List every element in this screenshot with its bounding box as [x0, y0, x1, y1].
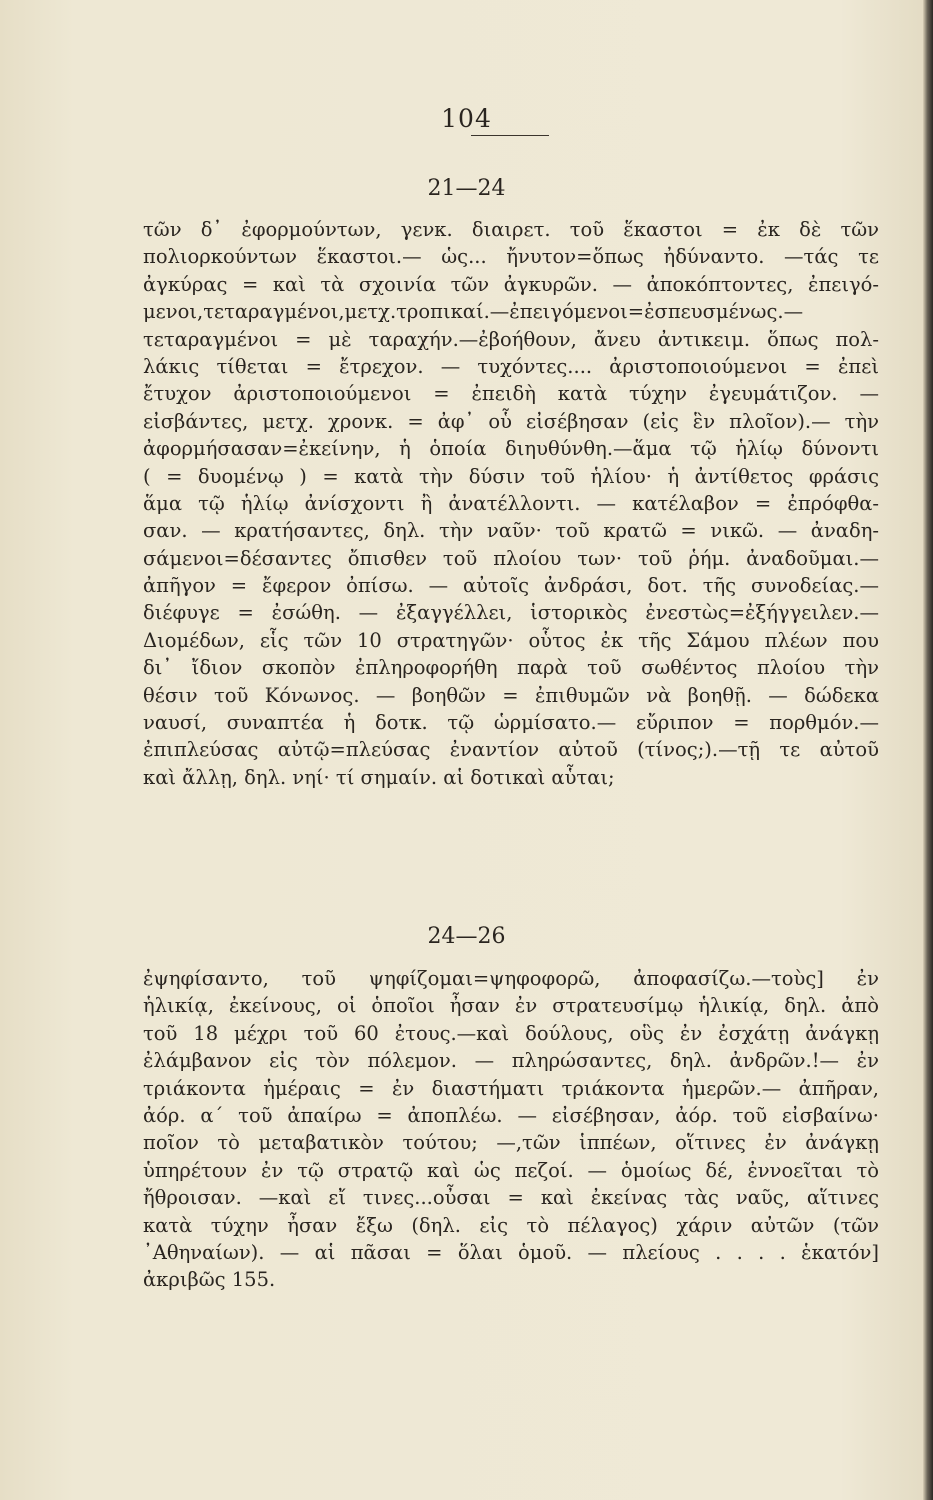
- text-line: μενοι,τεταραγμένοι,μετχ.τροπικαί.—ἐπειγόμενοι=ἐσπευσμένως.—: [143, 300, 804, 324]
- text-line: ᾽Αθηναίων). — αἱ πᾶσαι = ὅλαι ὁμοῦ. — πλείους . . . . ἑκατόν]: [143, 1240, 879, 1264]
- text-line: ναυσί, συναπτέα ἡ δοτκ. τῷ ὡρμίσατο.— εὔριπον = πορθμόν.—: [143, 711, 879, 735]
- text-line: ὑπηρέτουν ἐν τῷ στρατῷ καὶ ὡς πεζοί. — ὁμοίως δέ, ἐννοεῖται τὸ: [143, 1158, 879, 1182]
- text-line: τριάκοντα ἡμέραις = ἐν διαστήματι τριάκοντα ἡμερῶν.— ἀπῆραν,: [143, 1076, 879, 1100]
- text-line: σαν. — κρατήσαντες, δηλ. τὴν ναῦν· τοῦ κρατῶ = νικῶ. — ἀναδη-: [143, 519, 879, 543]
- section-heading-2: 24—26: [427, 924, 506, 949]
- text-line: σάμενοι=δέσαντες ὄπισθεν τοῦ πλοίου των· τοῦ ῥήμ. ἀναδοῦμαι.—: [143, 546, 879, 570]
- text-line: τεταραγμένοι = μὲ ταραχήν.—ἐβοήθουν, ἄνευ ἀντικειμ. ὅπως πολ-: [143, 327, 879, 351]
- text-line: θέσιν τοῦ Κόνωνος. — βοηθῶν = ἐπιθυμῶν νὰ βοηθῇ. — δώδεκα: [143, 683, 879, 707]
- text-line: ἀγκύρας = καὶ τὰ σχοινία τῶν ἀγκυρῶν. — ἀποκόπτοντες, ἐπειγό-: [143, 272, 879, 296]
- text-line: ἅμα τῷ ἡλίῳ ἀνίσχοντι ἢ ἀνατέλλοντι. — κατέλαβον = ἐπρόφθα-: [143, 491, 879, 515]
- page-number-rule: [471, 135, 549, 136]
- text-line: τοῦ 18 μέχρι τοῦ 60 ἐτους.—καὶ δούλους, οὓς ἐν ἐσχάτῃ ἀνάγκῃ: [143, 1021, 879, 1045]
- section-heading-1: 21—24: [427, 176, 506, 201]
- text-line: ἐψηφίσαντο, τοῦ ψηφίζομαι=ψηφοφορῶ, ἀποφασίζω.—τοὺς] ἐν: [143, 967, 879, 990]
- text-line: κατὰ τύχην ἦσαν ἔξω (δηλ. εἰς τὸ πέλαγος) χάριν αὐτῶν (τῶν: [143, 1213, 879, 1237]
- text-line: ἀόρ. α΄ τοῦ ἀπαίρω = ἀποπλέω. — εἰσέβησαν, ἀόρ. τοῦ εἰσβαίνω·: [143, 1103, 879, 1127]
- text-line: ποῖον τὸ μεταβατικὸν τούτου; —,τῶν ἱππέων, οἵτινες ἐν ἀνάγκῃ: [143, 1131, 879, 1155]
- text-line: ἀκριβῶς 155.: [143, 1268, 276, 1292]
- text-line: τῶν δ᾽ ἐφορμούντων, γενκ. διαιρετ. τοῦ ἕκαστοι = ἐκ δὲ τῶν: [143, 218, 879, 241]
- text-line: δι᾽ ἴδιον σκοπὸν ἐπληροφορήθη παρὰ τοῦ σωθέντος πλοίου τὴν: [143, 656, 879, 680]
- text-line: καὶ ἄλλῃ, δηλ. νηί· τί σημαίν. αἱ δοτικαὶ αὗται;: [143, 765, 615, 789]
- text-line: πολιορκούντων ἕκαστοι.— ὡς... ἤνυτον=ὅπως ἠδύναντο. —τάς τε: [143, 245, 879, 269]
- text-line: ἐπιπλεύσας αὐτῷ=πλεύσας ἐναντίον αὐτοῦ (τίνος;).—τῇ τε αὐτοῦ: [143, 738, 879, 762]
- section-text-1: [143, 216, 879, 791]
- text-line: λάκις τίθεται = ἔτρεχον. — τυχόντες.... ἀριστοποιούμενοι = ἐπεὶ: [143, 354, 879, 378]
- page-edge-shadow: [923, 0, 933, 1500]
- text-line: ἡλικίᾳ, ἐκείνους, οἱ ὁποῖοι ἦσαν ἐν στρατευσίμῳ ἡλικίᾳ, δηλ. ἀπὸ: [143, 994, 879, 1018]
- text-line: ἀπῆγον = ἔφερον ὀπίσω. — αὐτοῖς ἀνδράσι, δοτ. τῆς συνοδείας.—: [143, 574, 879, 598]
- text-line: διέφυγε = ἐσώθη. — ἐξαγγέλλει, ἱστορικὸς ἐνεστὼς=ἐξήγγειλεν.—: [143, 601, 879, 625]
- text-line: ἐλάμβανον εἰς τὸν πόλεμον. — πληρώσαντες, δηλ. ἀνδρῶν.!— ἐν: [143, 1049, 879, 1073]
- text-line: ἔτυχον ἀριστοποιούμενοι = ἐπειδὴ κατὰ τύχην ἐγευμάτιζον. —: [143, 382, 879, 406]
- page-number: 104: [441, 104, 492, 133]
- text-line: ἤθροισαν. —καὶ εἴ τινες...οὖσαι = καὶ ἐκείνας τὰς ναῦς, αἵτινες: [143, 1186, 879, 1210]
- text-line: ἀφορμήσασαν=ἐκείνην, ἡ ὁποία διηυθύνθη.—ἅμα τῷ ἡλίῳ δύνοντι: [143, 437, 879, 461]
- section-text-2: [143, 965, 879, 1294]
- text-line: εἰσβάντες, μετχ. χρονκ. = ἀφ᾽ οὗ εἰσέβησαν (εἰς ἓν πλοῖον).— τὴν: [143, 409, 879, 433]
- text-line: ( = δυομένῳ ) = κατὰ τὴν δύσιν τοῦ ἡλίου· ἡ ἀντίθετος φράσις: [143, 464, 879, 488]
- text-line: Διομέδων, εἷς τῶν 10 στρατηγῶν· οὗτος ἐκ τῆς Σάμου πλέων που: [143, 628, 879, 652]
